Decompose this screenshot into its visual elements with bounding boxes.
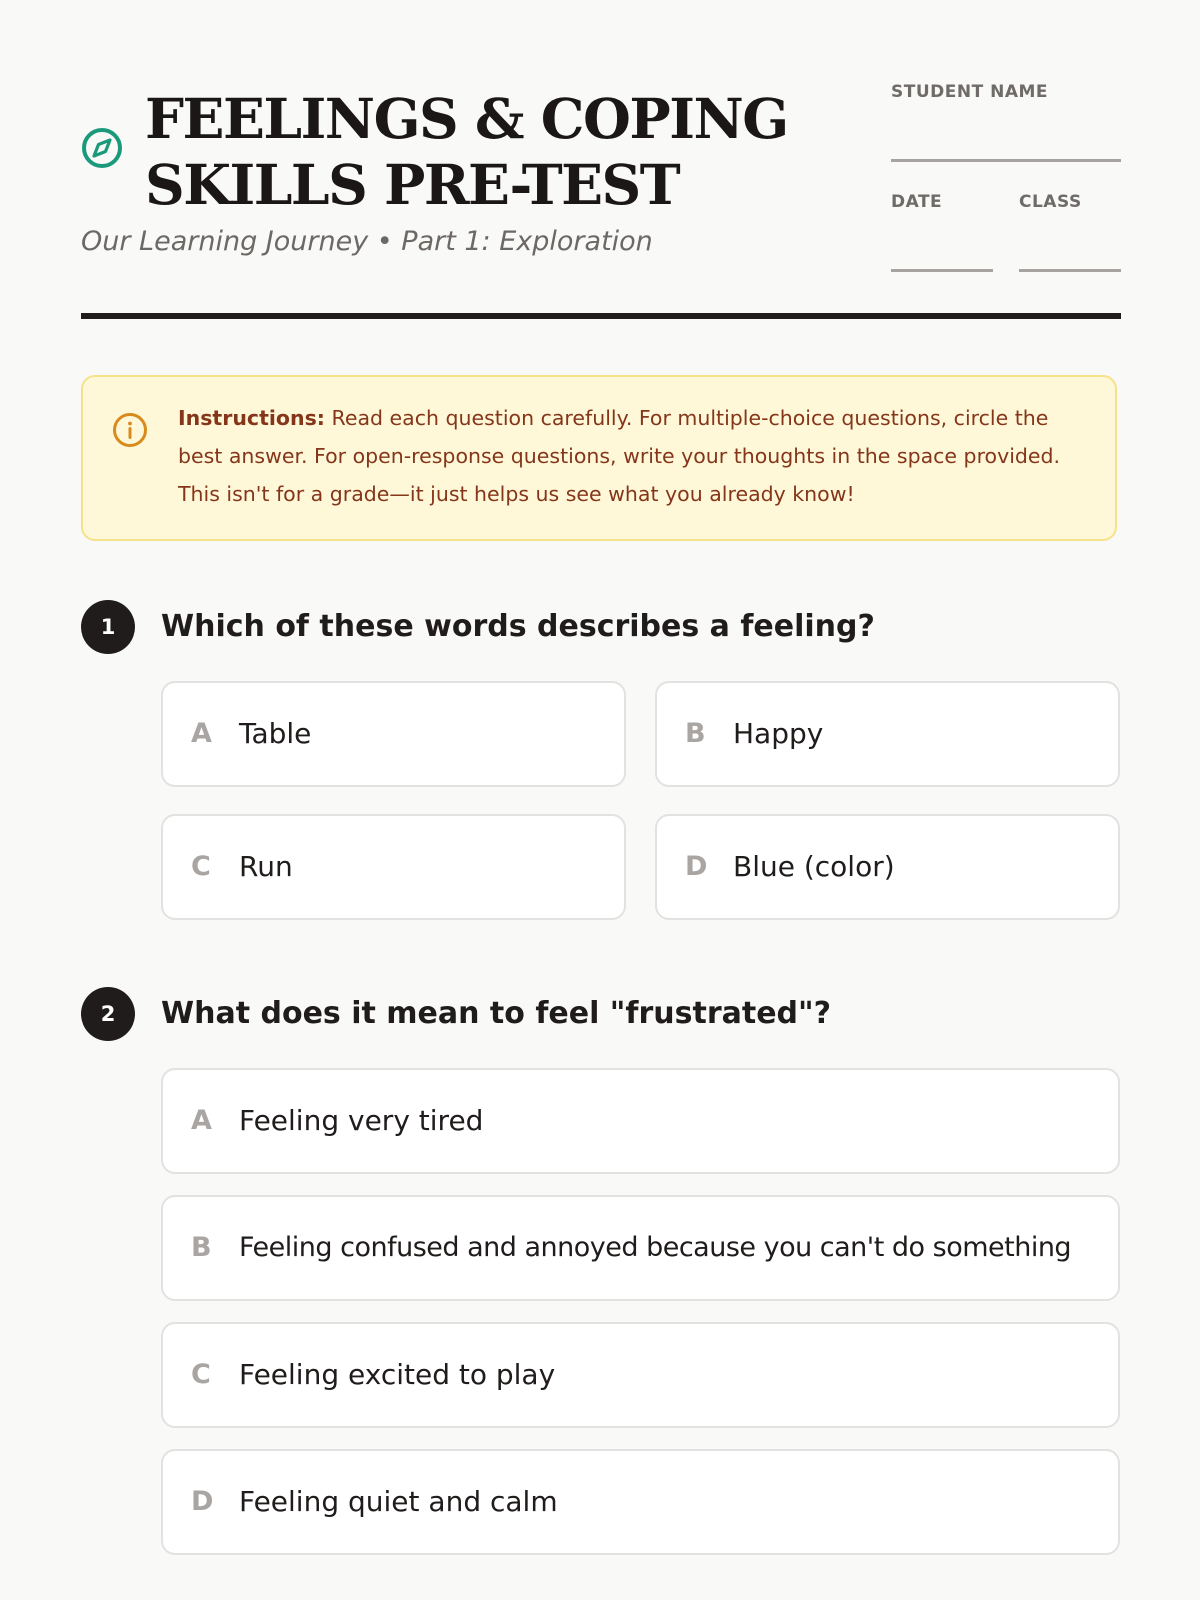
compass-icon bbox=[81, 127, 123, 169]
instructions-label: Instructions: bbox=[178, 406, 325, 430]
question-number-badge: 1 bbox=[81, 600, 135, 654]
option-1b[interactable] bbox=[655, 681, 1120, 787]
option-letter: A bbox=[191, 1105, 212, 1136]
option-text: Table bbox=[239, 717, 312, 750]
option-2d[interactable] bbox=[161, 1449, 1120, 1555]
instructions-box bbox=[81, 375, 1117, 541]
option-2b[interactable] bbox=[161, 1195, 1120, 1301]
student-name-field[interactable] bbox=[891, 159, 1121, 162]
option-letter: C bbox=[191, 851, 211, 882]
option-1a[interactable] bbox=[161, 681, 626, 787]
header-divider bbox=[81, 313, 1121, 319]
option-text: Feeling quiet and calm bbox=[239, 1485, 558, 1518]
info-icon bbox=[112, 412, 148, 448]
option-text: Feeling very tired bbox=[239, 1104, 484, 1137]
option-letter: D bbox=[191, 1486, 214, 1517]
option-text: Feeling confused and annoyed because you can't do something bbox=[239, 1232, 1072, 1263]
instructions-text bbox=[178, 399, 1098, 513]
option-2a[interactable] bbox=[161, 1068, 1120, 1174]
class-label: CLASS bbox=[1019, 192, 1082, 212]
question-text: What does it mean to feel "frustrated"? bbox=[161, 996, 832, 1031]
option-1d[interactable] bbox=[655, 814, 1120, 920]
question-number-badge: 2 bbox=[81, 987, 135, 1041]
instructions-body: Read each question carefully. For multiple-choice questions, circle the best answer. For open-response questions, write your thoughts in the space provided. This isn't for a grade—it just helps us see what you already know! bbox=[178, 406, 1061, 506]
option-1c[interactable] bbox=[161, 814, 626, 920]
option-letter: D bbox=[685, 851, 708, 882]
option-letter: C bbox=[191, 1359, 211, 1390]
option-letter: B bbox=[191, 1232, 212, 1263]
option-2c[interactable] bbox=[161, 1322, 1120, 1428]
page-title: FEELINGS & COPING SKILLS PRE-TEST bbox=[145, 86, 788, 217]
option-text: Feeling excited to play bbox=[239, 1358, 556, 1391]
option-letter: A bbox=[191, 718, 212, 749]
option-letter: B bbox=[685, 718, 706, 749]
student-name-label: STUDENT NAME bbox=[891, 82, 1049, 102]
date-label: DATE bbox=[891, 192, 943, 212]
date-field[interactable] bbox=[891, 269, 993, 272]
header bbox=[81, 80, 1121, 320]
option-text: Run bbox=[239, 850, 293, 883]
option-text: Happy bbox=[733, 717, 824, 750]
class-field[interactable] bbox=[1019, 269, 1121, 272]
question-text: Which of these words describes a feeling? bbox=[161, 609, 875, 644]
option-text: Blue (color) bbox=[733, 850, 895, 883]
page-subtitle: Our Learning Journey • Part 1: Exploration bbox=[81, 226, 653, 257]
